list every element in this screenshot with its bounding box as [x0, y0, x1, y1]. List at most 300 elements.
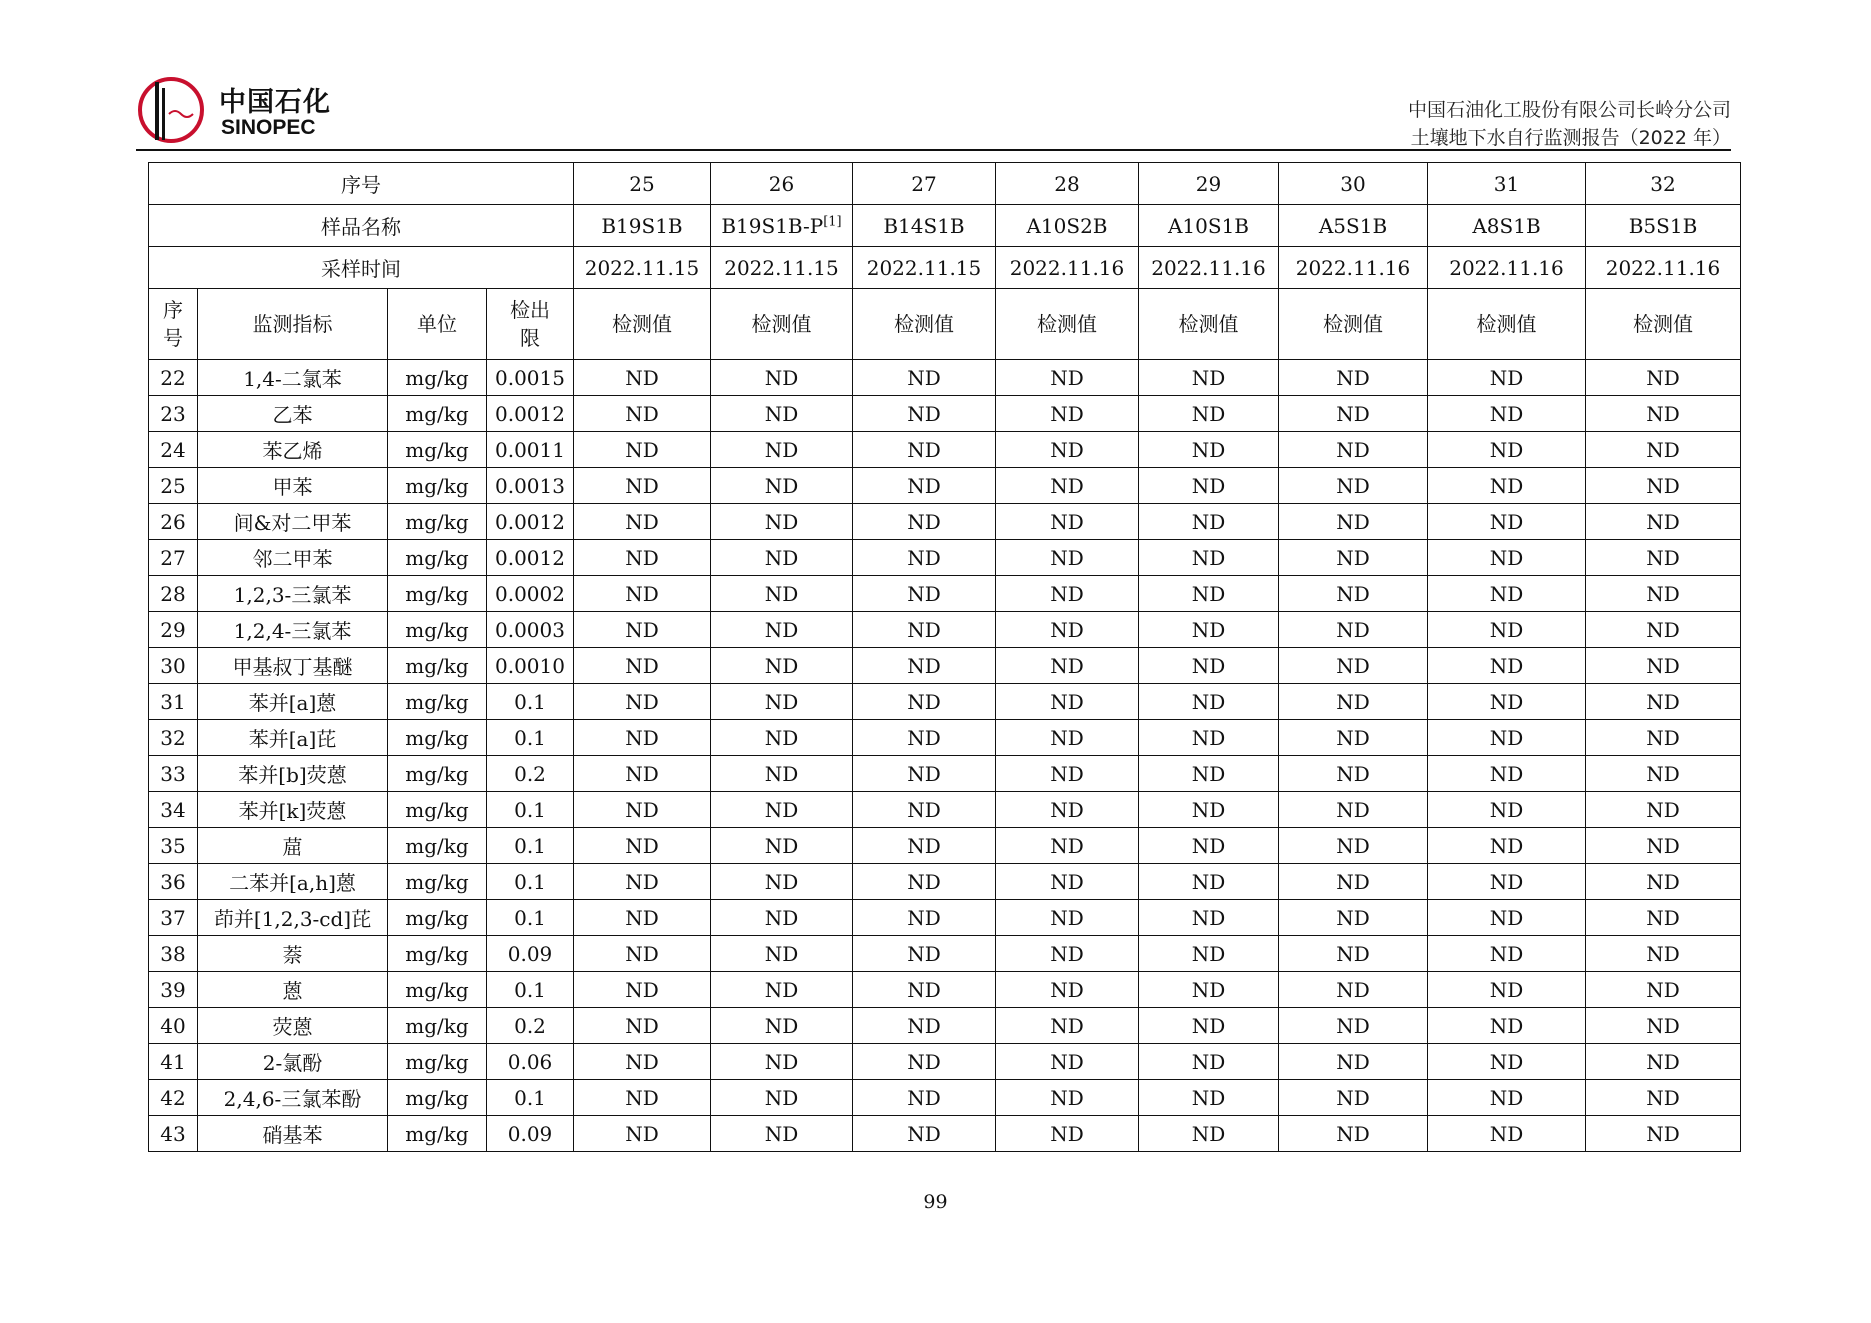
sampling-date-cell: 2022.11.16 — [1279, 247, 1428, 289]
value-cell: ND — [1139, 1080, 1279, 1116]
value-cell: ND — [1139, 864, 1279, 900]
limit-cell: 0.0012 — [487, 540, 574, 576]
limit-cell: 0.2 — [487, 756, 574, 792]
indicator-cell: 甲基叔丁基醚 — [198, 648, 388, 684]
value-cell: ND — [1586, 360, 1741, 396]
value-cell: ND — [1139, 792, 1279, 828]
sample-name-text: A8S1B — [1472, 213, 1541, 238]
value-cell: ND — [574, 540, 711, 576]
value-cell: ND — [711, 612, 853, 648]
value-cell: ND — [1586, 1116, 1741, 1152]
limit-cell: 0.1 — [487, 684, 574, 720]
value-cell: ND — [1428, 900, 1586, 936]
value-cell: ND — [711, 396, 853, 432]
value-cell: ND — [711, 864, 853, 900]
sample-name-text: A10S2B — [1026, 213, 1108, 238]
value-cell: ND — [996, 1008, 1139, 1044]
sample-name-cell — [1428, 205, 1586, 247]
logo-en-text: SINOPEC — [221, 116, 316, 139]
value-header-cell: 检测值 — [853, 289, 996, 360]
logo-cn-text: 中国石化 — [219, 87, 331, 118]
value-cell: ND — [574, 828, 711, 864]
value-cell: ND — [1428, 432, 1586, 468]
row-no-cell: 30 — [149, 648, 198, 684]
value-cell: ND — [1586, 1044, 1741, 1080]
value-cell: ND — [996, 792, 1139, 828]
sample-name-label: 样品名称 — [149, 205, 574, 247]
value-cell: ND — [574, 504, 711, 540]
row-no-cell: 27 — [149, 540, 198, 576]
value-cell: ND — [711, 1116, 853, 1152]
table-row — [149, 540, 1741, 576]
value-cell: ND — [711, 756, 853, 792]
indicator-cell: 䓛 — [198, 828, 388, 864]
unit-cell: mg/kg — [388, 684, 487, 720]
indicator-cell: 萘 — [198, 936, 388, 972]
table-row — [149, 684, 1741, 720]
limit-cell: 0.1 — [487, 900, 574, 936]
value-cell: ND — [1586, 936, 1741, 972]
value-cell: ND — [1428, 936, 1586, 972]
sample-name-text: B19S1B-P — [721, 213, 824, 238]
value-cell: ND — [1279, 900, 1428, 936]
limit-cell: 0.0002 — [487, 576, 574, 612]
value-cell: ND — [853, 720, 996, 756]
value-cell: ND — [853, 504, 996, 540]
indicator-cell: 1,4-二氯苯 — [198, 360, 388, 396]
unit-cell: mg/kg — [388, 1116, 487, 1152]
value-cell: ND — [1428, 972, 1586, 1008]
row-no-cell: 31 — [149, 684, 198, 720]
value-cell: ND — [574, 432, 711, 468]
limit-cell: 0.0011 — [487, 432, 574, 468]
value-cell: ND — [996, 720, 1139, 756]
row-no-cell: 40 — [149, 1008, 198, 1044]
value-cell: ND — [996, 432, 1139, 468]
table-row — [149, 360, 1741, 396]
col-no-line2: 号 — [163, 326, 183, 350]
value-cell: ND — [996, 468, 1139, 504]
value-cell: ND — [574, 648, 711, 684]
value-cell: ND — [853, 576, 996, 612]
value-header-cell: 检测值 — [711, 289, 853, 360]
value-cell: ND — [996, 648, 1139, 684]
value-cell: ND — [1279, 504, 1428, 540]
header-rule — [136, 149, 1731, 151]
indicator-cell: 苯乙烯 — [198, 432, 388, 468]
unit-cell: mg/kg — [388, 972, 487, 1008]
value-cell: ND — [1139, 684, 1279, 720]
value-cell: ND — [1428, 612, 1586, 648]
sample-no-cell: 31 — [1428, 163, 1586, 205]
indicator-cell: 乙苯 — [198, 396, 388, 432]
indicator-cell: 1,2,4-三氯苯 — [198, 612, 388, 648]
value-cell: ND — [996, 504, 1139, 540]
sample-name-cell — [1586, 205, 1741, 247]
value-cell: ND — [1586, 720, 1741, 756]
sample-name-cell — [711, 205, 853, 247]
value-cell: ND — [1586, 396, 1741, 432]
value-header-cell: 检测值 — [574, 289, 711, 360]
value-cell: ND — [1279, 864, 1428, 900]
value-cell: ND — [853, 936, 996, 972]
value-cell: ND — [853, 648, 996, 684]
value-cell: ND — [1139, 936, 1279, 972]
value-cell: ND — [853, 360, 996, 396]
serial-label: 序号 — [149, 163, 574, 205]
monitoring-table — [148, 162, 1741, 1152]
value-cell: ND — [711, 792, 853, 828]
sinopec-emblem-icon — [135, 74, 207, 146]
value-cell: ND — [1279, 684, 1428, 720]
value-cell: ND — [1279, 648, 1428, 684]
indicator-cell: 2-氯酚 — [198, 1044, 388, 1080]
sampling-date-cell: 2022.11.15 — [853, 247, 996, 289]
limit-cell: 0.06 — [487, 1044, 574, 1080]
value-cell: ND — [1139, 468, 1279, 504]
sample-name-row — [149, 205, 1741, 247]
value-cell: ND — [1279, 396, 1428, 432]
value-cell: ND — [1139, 1116, 1279, 1152]
value-cell: ND — [1139, 1008, 1279, 1044]
sample-no-cell: 25 — [574, 163, 711, 205]
row-no-cell: 28 — [149, 576, 198, 612]
value-cell: ND — [711, 540, 853, 576]
unit-cell: mg/kg — [388, 1008, 487, 1044]
value-cell: ND — [1139, 900, 1279, 936]
limit-cell: 0.1 — [487, 720, 574, 756]
value-header-cell: 检测值 — [1279, 289, 1428, 360]
value-cell: ND — [1586, 612, 1741, 648]
value-cell: ND — [853, 396, 996, 432]
sampling-time-row — [149, 247, 1741, 289]
value-cell: ND — [1139, 648, 1279, 684]
value-cell: ND — [711, 720, 853, 756]
value-cell: ND — [1586, 684, 1741, 720]
limit-cell: 0.2 — [487, 1008, 574, 1044]
value-cell: ND — [711, 828, 853, 864]
sample-no-cell: 32 — [1586, 163, 1741, 205]
value-cell: ND — [711, 972, 853, 1008]
indicator-cell: 硝基苯 — [198, 1116, 388, 1152]
value-cell: ND — [1139, 972, 1279, 1008]
unit-cell: mg/kg — [388, 432, 487, 468]
value-cell: ND — [1428, 360, 1586, 396]
value-cell: ND — [1279, 792, 1428, 828]
value-cell: ND — [574, 1044, 711, 1080]
sampling-date-cell: 2022.11.15 — [711, 247, 853, 289]
unit-cell: mg/kg — [388, 576, 487, 612]
value-cell: ND — [1428, 1116, 1586, 1152]
sample-name-cell — [1279, 205, 1428, 247]
value-cell: ND — [1428, 828, 1586, 864]
unit-cell: mg/kg — [388, 720, 487, 756]
value-cell: ND — [853, 756, 996, 792]
unit-cell: mg/kg — [388, 900, 487, 936]
indicator-cell: 苯并[b]荧蒽 — [198, 756, 388, 792]
sampling-date-cell: 2022.11.16 — [1586, 247, 1741, 289]
value-header-cell: 检测值 — [1139, 289, 1279, 360]
value-cell: ND — [1586, 864, 1741, 900]
value-cell: ND — [1428, 504, 1586, 540]
value-cell: ND — [1139, 756, 1279, 792]
value-cell: ND — [996, 972, 1139, 1008]
sample-name-cell — [1139, 205, 1279, 247]
value-cell: ND — [1279, 540, 1428, 576]
row-no-cell: 32 — [149, 720, 198, 756]
table-row — [149, 864, 1741, 900]
value-cell: ND — [996, 576, 1139, 612]
limit-cell: 0.1 — [487, 828, 574, 864]
value-cell: ND — [996, 900, 1139, 936]
table-row — [149, 720, 1741, 756]
col-limit-line1: 检出 — [510, 298, 550, 322]
col-indicator-header: 监测指标 — [198, 289, 388, 360]
value-cell: ND — [1279, 1080, 1428, 1116]
row-no-cell: 41 — [149, 1044, 198, 1080]
value-cell: ND — [574, 1008, 711, 1044]
unit-cell: mg/kg — [388, 396, 487, 432]
row-no-cell: 35 — [149, 828, 198, 864]
value-header-cell: 检测值 — [1428, 289, 1586, 360]
value-cell: ND — [853, 540, 996, 576]
unit-cell: mg/kg — [388, 504, 487, 540]
value-cell: ND — [711, 1080, 853, 1116]
value-cell: ND — [996, 828, 1139, 864]
unit-cell: mg/kg — [388, 360, 487, 396]
value-cell: ND — [1279, 576, 1428, 612]
value-cell: ND — [574, 684, 711, 720]
value-cell: ND — [574, 468, 711, 504]
value-cell: ND — [1586, 1008, 1741, 1044]
value-cell: ND — [1279, 936, 1428, 972]
col-no-header — [149, 289, 198, 360]
table-row — [149, 612, 1741, 648]
indicator-cell: 苯并[a]芘 — [198, 720, 388, 756]
value-cell: ND — [574, 1116, 711, 1152]
col-no-line1: 序 — [163, 298, 183, 322]
indicator-cell: 间&对二甲苯 — [198, 504, 388, 540]
value-cell: ND — [996, 1116, 1139, 1152]
value-cell: ND — [574, 936, 711, 972]
sample-no-cell: 28 — [996, 163, 1139, 205]
value-cell: ND — [996, 756, 1139, 792]
value-cell: ND — [853, 1080, 996, 1116]
sample-name-text: A10S1B — [1167, 213, 1249, 238]
value-cell: ND — [1279, 1044, 1428, 1080]
row-no-cell: 33 — [149, 756, 198, 792]
value-cell: ND — [711, 684, 853, 720]
table-row — [149, 1044, 1741, 1080]
value-cell: ND — [574, 1080, 711, 1116]
value-cell: ND — [711, 432, 853, 468]
company-name: 中国石油化工股份有限公司长岭分公司 — [1407, 99, 1731, 121]
limit-cell: 0.1 — [487, 1080, 574, 1116]
indicator-cell: 荧蒽 — [198, 1008, 388, 1044]
table-row — [149, 972, 1741, 1008]
row-no-cell: 24 — [149, 432, 198, 468]
value-cell: ND — [1279, 972, 1428, 1008]
value-cell: ND — [1586, 828, 1741, 864]
value-cell: ND — [1279, 360, 1428, 396]
value-cell: ND — [1428, 648, 1586, 684]
value-cell: ND — [574, 972, 711, 1008]
value-cell: ND — [1428, 1044, 1586, 1080]
value-cell: ND — [853, 684, 996, 720]
row-no-cell: 36 — [149, 864, 198, 900]
value-cell: ND — [574, 612, 711, 648]
unit-cell: mg/kg — [388, 540, 487, 576]
value-cell: ND — [1428, 540, 1586, 576]
limit-cell: 0.0012 — [487, 396, 574, 432]
value-cell: ND — [574, 792, 711, 828]
value-cell: ND — [853, 900, 996, 936]
limit-cell: 0.1 — [487, 972, 574, 1008]
col-limit-line2: 限 — [520, 326, 540, 350]
sampling-date-cell: 2022.11.15 — [574, 247, 711, 289]
value-cell: ND — [1586, 468, 1741, 504]
value-cell: ND — [996, 684, 1139, 720]
unit-cell: mg/kg — [388, 648, 487, 684]
row-no-cell: 39 — [149, 972, 198, 1008]
sample-name-text: A5S1B — [1318, 213, 1388, 238]
table-row — [149, 756, 1741, 792]
value-cell: ND — [711, 936, 853, 972]
sampling-date-cell: 2022.11.16 — [996, 247, 1139, 289]
value-cell: ND — [1428, 684, 1586, 720]
table-row — [149, 828, 1741, 864]
value-cell: ND — [853, 828, 996, 864]
row-no-cell: 42 — [149, 1080, 198, 1116]
value-cell: ND — [1428, 396, 1586, 432]
row-no-cell: 26 — [149, 504, 198, 540]
value-cell: ND — [1139, 540, 1279, 576]
sample-name-text: B14S1B — [883, 213, 965, 238]
sample-no-cell: 26 — [711, 163, 853, 205]
value-cell: ND — [1139, 504, 1279, 540]
value-cell: ND — [853, 432, 996, 468]
limit-cell: 0.0003 — [487, 612, 574, 648]
sample-no-cell: 30 — [1279, 163, 1428, 205]
page-number: 99 — [923, 1191, 948, 1213]
sample-footnote-mark: [1] — [823, 213, 842, 229]
indicator-cell: 茚并[1,2,3-cd]芘 — [198, 900, 388, 936]
unit-cell: mg/kg — [388, 828, 487, 864]
value-cell: ND — [853, 1044, 996, 1080]
table-row — [149, 432, 1741, 468]
serial-row — [149, 163, 1741, 205]
table-row — [149, 1116, 1741, 1152]
table-row — [149, 1008, 1741, 1044]
limit-cell: 0.0013 — [487, 468, 574, 504]
value-cell: ND — [574, 864, 711, 900]
limit-cell: 0.09 — [487, 1116, 574, 1152]
value-cell: ND — [996, 612, 1139, 648]
value-cell: ND — [996, 396, 1139, 432]
value-cell: ND — [711, 504, 853, 540]
value-cell: ND — [574, 360, 711, 396]
value-cell: ND — [996, 360, 1139, 396]
value-cell: ND — [1279, 720, 1428, 756]
row-no-cell: 29 — [149, 612, 198, 648]
value-cell: ND — [1139, 720, 1279, 756]
unit-cell: mg/kg — [388, 756, 487, 792]
value-cell: ND — [853, 864, 996, 900]
value-cell: ND — [1428, 720, 1586, 756]
value-cell: ND — [1586, 900, 1741, 936]
col-unit-header: 单位 — [388, 289, 487, 360]
limit-cell: 0.0012 — [487, 504, 574, 540]
sinopec-logo — [135, 74, 355, 146]
limit-cell: 0.09 — [487, 936, 574, 972]
table-row — [149, 504, 1741, 540]
value-cell: ND — [1139, 828, 1279, 864]
value-cell: ND — [853, 1116, 996, 1152]
value-cell: ND — [1428, 1008, 1586, 1044]
unit-cell: mg/kg — [388, 1080, 487, 1116]
value-cell: ND — [574, 756, 711, 792]
report-header — [1408, 96, 1731, 152]
sample-name-cell — [853, 205, 996, 247]
indicator-cell: 2,4,6-三氯苯酚 — [198, 1080, 388, 1116]
sampling-time-label: 采样时间 — [149, 247, 574, 289]
unit-cell: mg/kg — [388, 468, 487, 504]
indicator-cell: 甲苯 — [198, 468, 388, 504]
value-cell: ND — [1279, 612, 1428, 648]
value-cell: ND — [1586, 648, 1741, 684]
table-row — [149, 1080, 1741, 1116]
sample-no-cell: 29 — [1139, 163, 1279, 205]
value-cell: ND — [853, 792, 996, 828]
table-row — [149, 576, 1741, 612]
value-cell: ND — [1139, 360, 1279, 396]
value-cell: ND — [1279, 1116, 1428, 1152]
value-cell: ND — [711, 468, 853, 504]
value-cell: ND — [996, 1080, 1139, 1116]
sampling-date-cell: 2022.11.16 — [1139, 247, 1279, 289]
table-row — [149, 900, 1741, 936]
value-cell: ND — [711, 1008, 853, 1044]
value-cell: ND — [996, 864, 1139, 900]
value-cell: ND — [1279, 468, 1428, 504]
value-cell: ND — [1586, 756, 1741, 792]
value-cell: ND — [574, 720, 711, 756]
indicator-cell: 二苯并[a,h]蒽 — [198, 864, 388, 900]
table-row — [149, 396, 1741, 432]
sample-name-text: B19S1B — [601, 213, 683, 238]
value-cell: ND — [996, 1044, 1139, 1080]
value-cell: ND — [1428, 468, 1586, 504]
value-cell: ND — [1428, 1080, 1586, 1116]
value-cell: ND — [1139, 396, 1279, 432]
value-cell: ND — [1139, 576, 1279, 612]
value-cell: ND — [996, 540, 1139, 576]
value-cell: ND — [853, 1008, 996, 1044]
limit-cell: 0.0010 — [487, 648, 574, 684]
value-cell: ND — [1279, 828, 1428, 864]
unit-cell: mg/kg — [388, 792, 487, 828]
value-cell: ND — [711, 900, 853, 936]
value-cell: ND — [1428, 864, 1586, 900]
limit-cell: 0.0015 — [487, 360, 574, 396]
value-cell: ND — [711, 576, 853, 612]
limit-cell: 0.1 — [487, 792, 574, 828]
sample-no-cell: 27 — [853, 163, 996, 205]
value-cell: ND — [1586, 504, 1741, 540]
table-row — [149, 936, 1741, 972]
sample-name-cell — [574, 205, 711, 247]
table-row — [149, 468, 1741, 504]
